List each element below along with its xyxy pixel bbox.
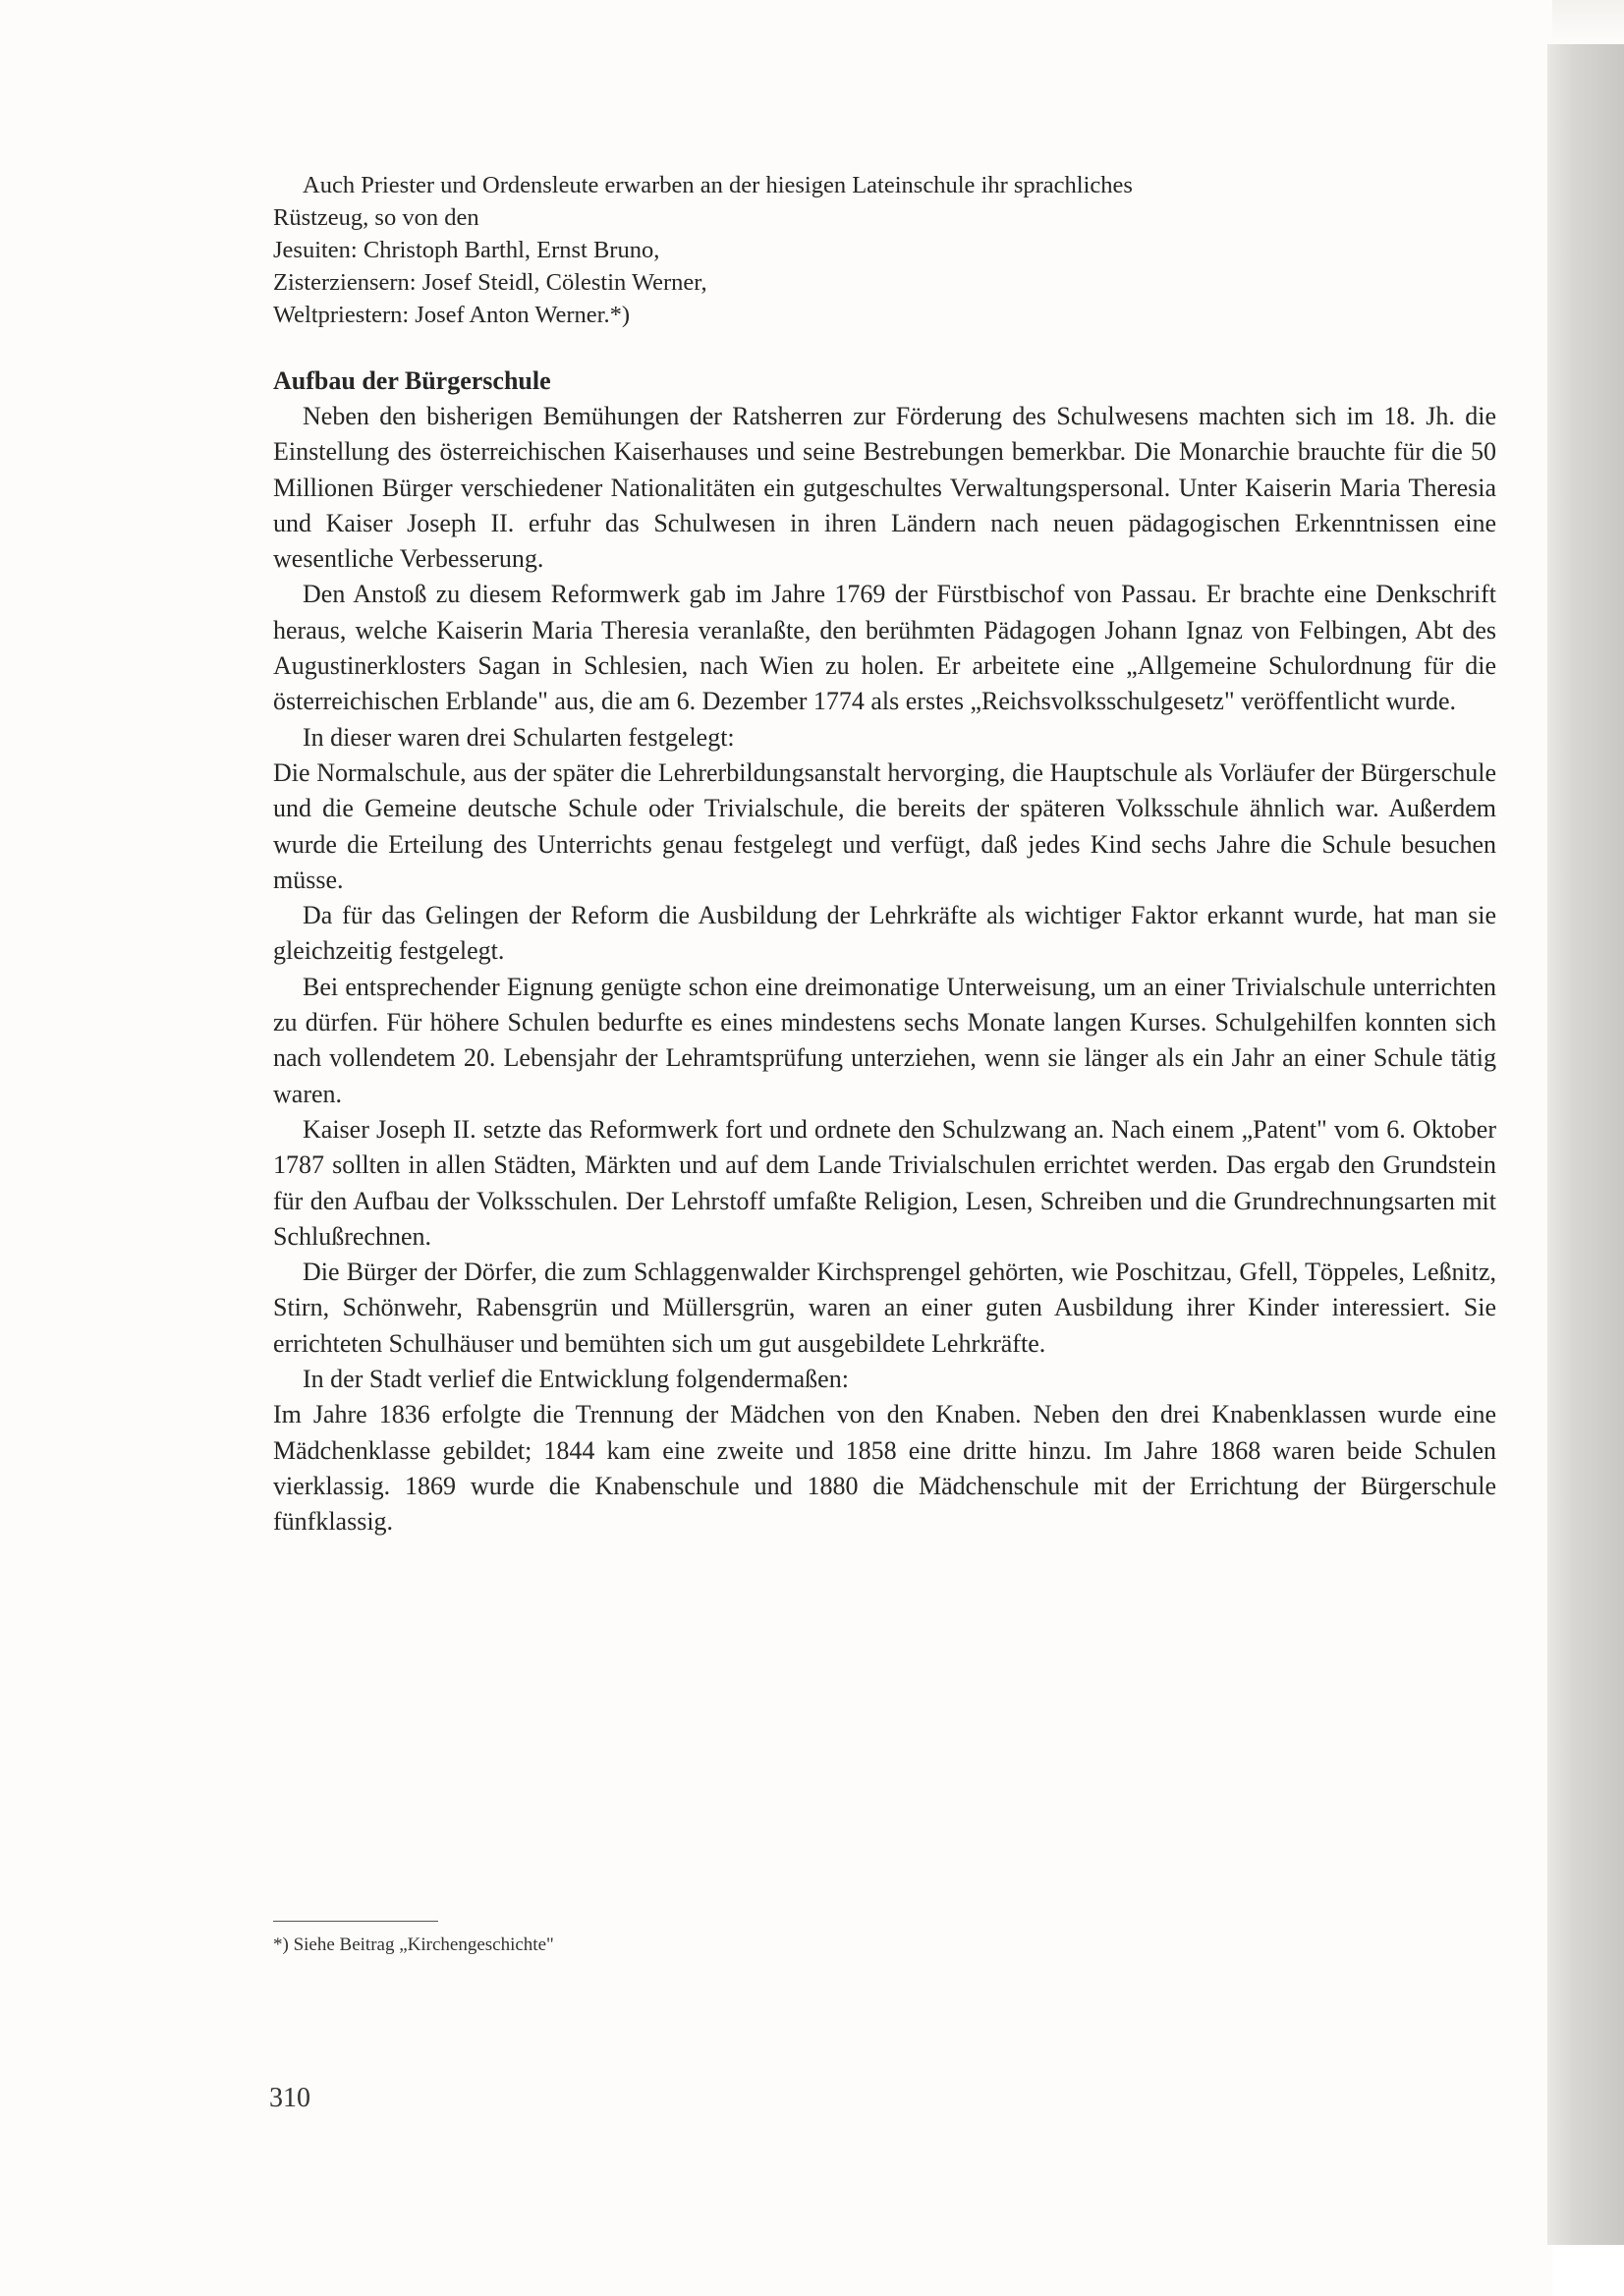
paragraph: Die Bürger der Dörfer, die zum Schlaggenwalder Kirchsprengel gehörten, wie Poschitzau, Gfell, Töppeles, Leßnitz, Stirn, Schönwehr, Rabensgrün und Müllersgrün, waren an einer guten Ausbildung ihrer Kinder interessiert. Sie errichteten Schulhäuser und bemühten sich um gut ausgebildete Lehrkräfte. <box>273 1258 1496 1358</box>
intro-line: Rüstzeug, so von den <box>273 204 479 231</box>
page-number: 310 <box>269 2083 310 2113</box>
section-heading: Aufbau der Bürgerschule <box>273 366 551 395</box>
intro-line: Jesuiten: Christoph Barthl, Ernst Bruno, <box>273 237 660 263</box>
paragraph: Kaiser Joseph II. setzte das Reformwerk fort und ordnete den Schulzwang an. Nach einem „Patent" vom 6. Oktober 1787 sollten in allen Städten, Märkten und auf dem Lande Trivialschulen errichtet werden. Das ergab den Grundstein für den Aufbau der Volksschulen. Der Lehrstoff umfaßte Religion, Lesen, Schreiben und die Grundrechnungsarten mit Schlußrechnen. <box>273 1114 1496 1251</box>
paragraph: Den Anstoß zu diesem Reformwerk gab im Jahre 1769 der Fürstbischof von Passau. Er brachte eine Denkschrift heraus, welche Kaiserin Maria Theresia veranlaßte, den berühmten Pädagogen Johann Ignaz von Felbingen, Abt des Augustinerklosters Sagan in Schlesien, nach Wien zu holen. Er arbeitete eine „Allgemeine Schulordnung für die österreichischen Erblande" aus, die am 6. Dezember 1774 als erstes „Reichsvolksschulgesetz" veröffentlicht wurde. <box>273 580 1496 716</box>
scan-edge-shadow <box>1547 44 1624 2245</box>
intro-line: Zisterziensern: Josef Steidl, Cölestin Werner, <box>273 269 707 296</box>
paragraph: Bei entsprechender Eignung genügte schon eine dreimonatige Unterweisung, um an einer Trivialschule unterrichten zu dürfen. Für höhere Schulen bedurfte es eines mindestens sechs Monate langen Kurses. Schulgehilfen konnten sich nach vollendetem 20. Lebensjahr der Lehramtsprüfung unterziehen, wenn sie länger als ein Jahr an einer Schule tätig waren. <box>273 972 1496 1108</box>
footnote-divider <box>273 1921 438 1922</box>
footnote: *) Siehe Beitrag „Kirchengeschichte" <box>273 1934 554 1955</box>
paragraph: In dieser waren drei Schularten festgelegt: <box>303 722 735 752</box>
intro-block <box>273 169 1496 331</box>
intro-line: Weltpriestern: Josef Anton Werner.*) <box>273 302 631 328</box>
paragraph: Da für das Gelingen der Reform die Ausbildung der Lehrkräfte als wichtiger Faktor erkannt wurde, hat man sie gleichzeitig festgelegt. <box>273 901 1496 966</box>
paragraph: Neben den bisherigen Bemühungen der Ratsherren zur Förderung des Schulwesens machten sich im 18. Jh. die Einstellung des österreichischen Kaiserhauses und seine Bestrebungen bemerkbar. Die Monarchie brauchte für die 50 Millionen Bürger verschiedener Nationalitäten ein gutgeschultes Verwaltungspersonal. Unter Kaiserin Maria Theresia und Kaiser Joseph II. erfuhr das Schulwesen in ihren Ländern nach neuen pädagogischen Erkenntnissen eine wesentliche Verbesserung. <box>273 402 1496 574</box>
page-content <box>273 169 1496 1540</box>
intro-line: Auch Priester und Ordensleute erwarben an der hiesigen Lateinschule ihr sprachliches <box>303 172 1133 198</box>
paragraph: In der Stadt verlief die Entwicklung folgendermaßen: <box>303 1365 849 1394</box>
paragraph: Im Jahre 1836 erfolgte die Trennung der Mädchen von den Knaben. Neben den drei Knabenklassen wurde eine Mädchenklasse gebildet; 1844 kam eine zweite und 1858 eine dritte hinzu. Im Jahre 1868 waren beide Schulen vierklassig. 1869 wurde die Knabenschule und 1880 die Mädchenschule mit der Errichtung der Bürgerschule fünfklassig. <box>273 1400 1496 1537</box>
paragraph: Die Normalschule, aus der später die Lehrerbildungsanstalt hervorging, die Hauptschule als Vorläufer der Bürgerschule und die Gemeine deutsche Schule oder Trivialschule, die bereits der späteren Volksschule ähnlich war. Außerdem wurde die Erteilung des Unterrichts genau festgelegt und verfügt, daß jedes Kind sechs Jahre die Schule besuchen müsse. <box>273 757 1496 894</box>
